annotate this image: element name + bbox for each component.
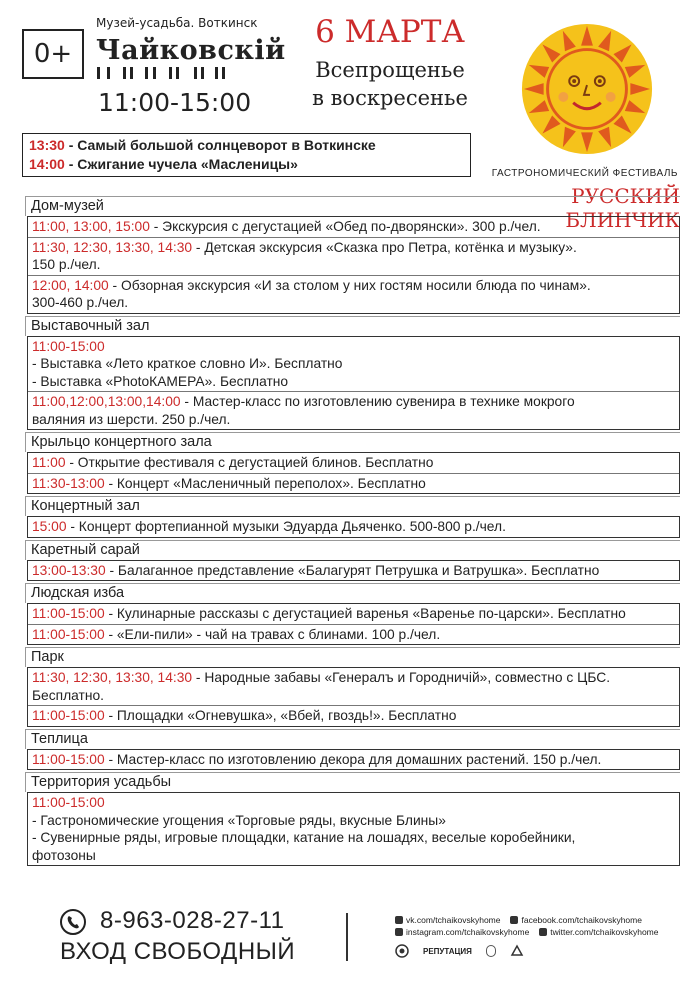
schedule-item <box>28 705 679 726</box>
item-text: - Концерт «Масленичный переполох». Бесплатно <box>104 475 426 491</box>
highlight-time: 13:30 <box>29 137 65 153</box>
schedule-item <box>28 217 679 237</box>
schedule-item <box>28 473 679 494</box>
item-text: - «Ели-пили» - чай на травах с блинами. 100 р./чел. <box>104 626 441 642</box>
item-text-cont: - Выставка «PhotoКАМЕРА». Бесплатно <box>32 373 289 389</box>
item-text: - Кулинарные рассказы с дегустацией варенья «Варенье по-царски». Бесплатно <box>104 606 626 621</box>
facebook-link-text: facebook.com/tchaikovskyhome <box>521 915 642 925</box>
schedule-item <box>28 604 679 624</box>
item-time: 11:00,12:00,13:00,14:00 <box>32 394 181 409</box>
item-time: 11:00-15:00 <box>32 606 105 621</box>
item-text-cont: 150 р./чел. <box>32 257 101 272</box>
section-title: Территория усадьбы <box>25 772 680 792</box>
schedule <box>25 196 680 868</box>
item-text: - Открытие фестиваля с дегустацией блинов. Бесплатно <box>65 455 434 470</box>
schedule-item <box>28 624 679 645</box>
highlight-time: 14:00 <box>29 156 65 172</box>
section-items <box>27 749 680 771</box>
section-items <box>27 603 680 645</box>
free-entry-label: ВХОД СВОБОДНЫЙ <box>60 938 296 965</box>
item-text-cont: 300-460 р./чел. <box>32 295 129 310</box>
event-date: 6 МАРТА <box>315 14 465 50</box>
item-time: 11:00-15:00 <box>32 795 105 810</box>
item-text: - Мастер-класс по изготовлению сувенира в технике мокрого <box>180 394 575 409</box>
museum-brand-title: Чайковскiй <box>96 35 286 66</box>
event-subtitle <box>290 56 490 112</box>
section-items <box>27 452 680 494</box>
twitter-link[interactable] <box>539 926 658 938</box>
sun-logo-icon <box>518 20 656 158</box>
section-territoriya <box>25 772 680 866</box>
event-subtitle-line-1: Всепрощенье <box>315 58 465 82</box>
section-title: Каретный сарай <box>25 540 680 560</box>
item-text-cont: Бесплатно. <box>32 687 104 703</box>
schedule-item <box>28 337 679 392</box>
item-time: 15:00 <box>32 519 67 534</box>
partner-seal-icon <box>395 944 409 958</box>
facebook-icon <box>510 916 518 924</box>
item-text: - Экскурсия с дегустацией «Обед по-дворянски». 300 р./чел. <box>149 219 541 234</box>
item-text: - Обзорная экскурсия «И за столом у них гостям носили блюда по чинам». <box>108 277 591 293</box>
section-items <box>27 516 680 538</box>
highlights-box <box>22 133 471 177</box>
section-dom-muzei <box>25 196 680 314</box>
schedule-item <box>28 793 679 865</box>
schedule-item <box>28 668 679 705</box>
schedule-item <box>28 517 679 537</box>
item-time: 11:00-15:00 <box>32 626 105 642</box>
partner-bird-icon <box>510 944 524 958</box>
item-text-cont: - Гастрономические угощения «Торговые ряды, вкусные Блины» <box>32 812 446 828</box>
schedule-item <box>28 391 679 429</box>
section-karetny-sarai <box>25 540 680 582</box>
event-subtitle-line-2: в воскресенье <box>312 86 468 110</box>
section-items <box>27 560 680 582</box>
section-title: Крыльцо концертного зала <box>25 432 680 452</box>
section-krylco <box>25 432 680 494</box>
item-text-cont: - Сувенирные ряды, игровые площадки, катание на лошадях, веселые коробейники, <box>32 830 576 845</box>
item-time: 11:00, 13:00, 15:00 <box>32 219 150 234</box>
brand-barcode-decoration <box>97 67 225 79</box>
item-text: - Мастер-класс по изготовлению декора для домашних растений. 150 р./чел. <box>104 751 602 767</box>
item-time: 12:00, 14:00 <box>32 277 109 293</box>
section-items <box>27 792 680 866</box>
section-items <box>27 667 680 727</box>
item-text: - Площадки «Огневушка», «Вбей, гвоздь!». Бесплатно <box>104 708 457 723</box>
phone-icon <box>60 909 86 935</box>
item-text-cont: валяния из шерсти. 250 р./чел. <box>32 411 231 427</box>
instagram-link-text: instagram.com/tchaikovskyhome <box>406 927 530 937</box>
highlight-item <box>29 136 464 155</box>
item-text-cont: - Выставка «Лето краткое словно И». Бесплатно <box>32 356 343 371</box>
facebook-link[interactable] <box>510 914 641 926</box>
section-title: Концертный зал <box>25 496 680 516</box>
section-vystavochny-zal <box>25 316 680 431</box>
section-title: Людская изба <box>25 583 680 603</box>
schedule-item <box>28 275 679 313</box>
item-text-cont: фотозоны <box>32 847 96 863</box>
schedule-item <box>28 453 679 473</box>
schedule-item <box>28 561 679 581</box>
highlight-text: - Сжигание чучела «Масленицы» <box>64 156 298 172</box>
age-rating-badge: 0+ <box>22 29 84 79</box>
schedule-item <box>28 750 679 770</box>
section-title: Парк <box>25 647 680 667</box>
item-time: 11:00-15:00 <box>32 751 105 767</box>
section-title: Дом-музей <box>25 196 680 216</box>
opening-hours: 11:00-15:00 <box>98 88 252 117</box>
vk-icon <box>395 916 403 924</box>
item-text: - Народные забавы «Генералъ и Городничiй», совместно с ЦБС. <box>192 670 611 685</box>
section-title: Выставочный зал <box>25 316 680 336</box>
item-time: 11:00-15:00 <box>32 708 105 723</box>
section-koncertny-zal <box>25 496 680 538</box>
museum-subtitle: Музей-усадьба. Воткинск <box>96 16 258 30</box>
section-items <box>27 216 680 314</box>
item-time: 11:30, 12:30, 13:30, 14:30 <box>32 670 193 685</box>
section-title: Теплица <box>25 729 680 749</box>
vk-link[interactable] <box>395 914 500 926</box>
festival-label: ГАСТРОНОМИЧЕСКИЙ ФЕСТИВАЛЬ <box>491 168 678 179</box>
festival-name: РУССКИЙ БЛИНЧИК <box>565 184 680 232</box>
partner-logos <box>395 944 524 958</box>
item-text: - Детская экскурсия «Сказка про Петра, котёнка и музыку». <box>192 239 577 255</box>
highlight-item <box>29 155 464 174</box>
social-links <box>395 914 658 938</box>
section-items <box>27 336 680 431</box>
vk-link-text: vk.com/tchaikovskyhome <box>406 915 501 925</box>
partner-script-logo <box>486 945 496 957</box>
item-time: 11:00 <box>32 455 66 470</box>
section-lyudskaya-izba <box>25 583 680 645</box>
contact-phone[interactable]: 8-963-028-27-11 <box>100 907 285 934</box>
footer-divider <box>346 913 348 961</box>
item-time: 11:30, 12:30, 13:30, 14:30 <box>32 239 193 255</box>
twitter-icon <box>539 928 547 936</box>
section-park <box>25 647 680 727</box>
instagram-link[interactable] <box>395 926 529 938</box>
twitter-link-text: twitter.com/tchaikovskyhome <box>550 927 659 937</box>
schedule-item <box>28 237 679 275</box>
highlight-text: - Самый большой солнцеворот в Воткинске <box>64 137 376 153</box>
section-teplica <box>25 729 680 771</box>
item-time: 11:30-13:00 <box>32 475 105 491</box>
item-time: 11:00-15:00 <box>32 338 105 354</box>
item-text: - Концерт фортепианной музыки Эдуарда Дьяченко. 500-800 р./чел. <box>66 519 506 534</box>
item-time: 13:00-13:30 <box>32 562 106 578</box>
partner-reputation-logo: РЕПУТАЦИЯ <box>423 946 472 956</box>
instagram-icon <box>395 928 403 936</box>
item-text: - Балаганное представление «Балагурят Петрушка и Ватрушка». Бесплатно <box>105 562 600 578</box>
